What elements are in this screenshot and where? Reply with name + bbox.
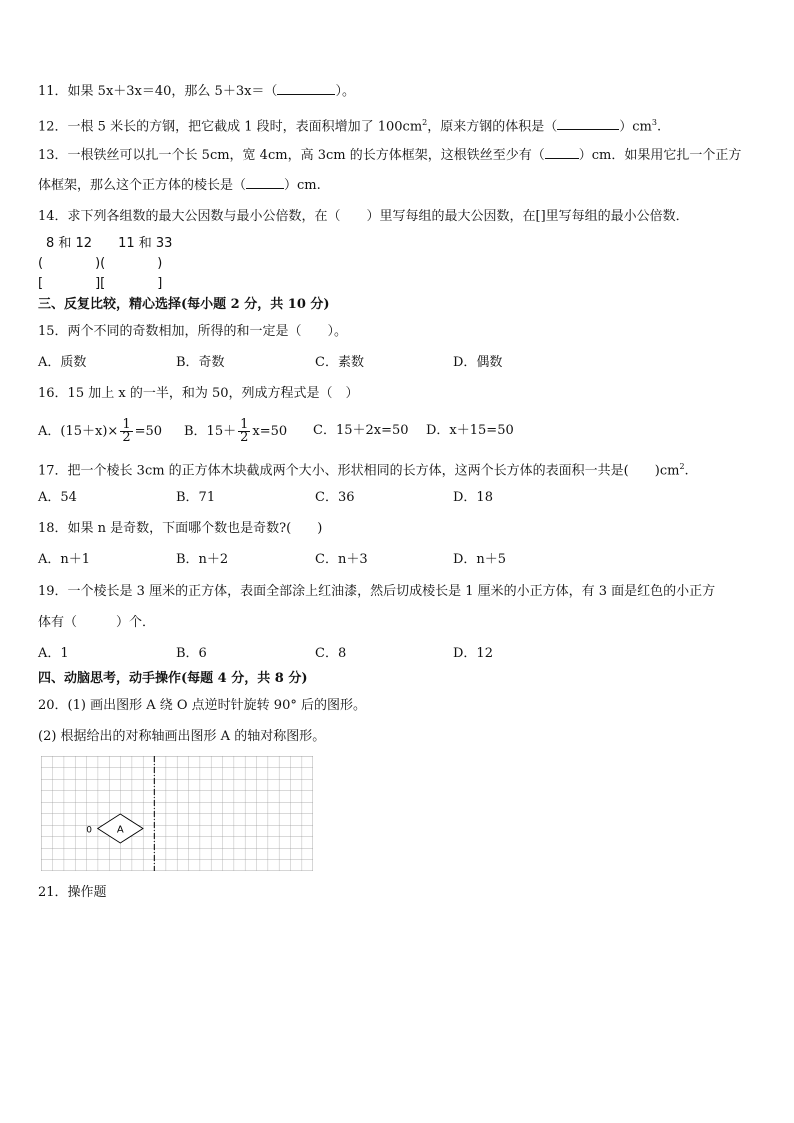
- point-o-label: 0: [86, 825, 92, 836]
- q12-end: .: [656, 119, 662, 135]
- q16-option-c[interactable]: C．15＋2x=50: [313, 423, 409, 438]
- q11-prefix: 11．如果 5x＋3x＝40，那么 5＋3x＝（: [38, 84, 278, 99]
- section-4-heading: 四、动脑思考，动手操作(每题 4 分，共 8 分): [38, 671, 308, 686]
- q18-option-b[interactable]: B．n＋2: [176, 552, 229, 567]
- fraction: [120, 419, 132, 444]
- section-3-heading: 三、反复比较，精心选择(每小题 2 分，共 10 分): [38, 297, 330, 312]
- question-19-line1: 19．一个棱长是 3 厘米的正方体，表面全部涂上红油漆，然后切成棱长是 1 厘米的小正方体，有 3 面是红色的小正方: [38, 584, 716, 599]
- q12-suffix: ）cm: [619, 119, 652, 135]
- grid-svg[interactable]: [41, 756, 313, 871]
- answer-blank[interactable]: [557, 117, 619, 130]
- q14-gcd-row[interactable]: ( )( ): [38, 256, 163, 271]
- question-13-line2: [38, 176, 321, 195]
- question-16: 16．15 加上 x 的一半，和为 50，列成方程式是（ ）: [38, 386, 359, 401]
- question-17: [38, 458, 689, 480]
- q17-option-a[interactable]: A．54: [38, 490, 77, 505]
- q17-end: .: [684, 463, 689, 479]
- question-14: 14．求下列各组数的最大公因数与最小公倍数，在（ ）里写每组的最大公因数，在[]里写每组的最小公倍数．: [38, 209, 689, 224]
- q11-suffix: ）。: [335, 84, 355, 99]
- q14-lcm-row[interactable]: [ ][ ]: [38, 276, 163, 291]
- fraction-denominator: 2: [240, 430, 249, 445]
- q15-option-c[interactable]: C．素数: [315, 355, 364, 370]
- answer-blank[interactable]: [277, 82, 335, 95]
- question-11: [38, 82, 355, 101]
- q18-option-d[interactable]: D．n＋5: [453, 552, 507, 567]
- q15-option-d[interactable]: D．偶数: [453, 355, 503, 370]
- q19-option-c[interactable]: C．8: [315, 646, 347, 661]
- q14-number-pairs: 8 和 12 11 和 33: [46, 236, 173, 251]
- q18-option-a[interactable]: A．n＋1: [38, 552, 91, 567]
- q12-prefix: 12．一根 5 米长的方钢，把它截成 1 段时，表面积增加了 100cm: [38, 119, 423, 135]
- q18-option-c[interactable]: C．n＋3: [315, 552, 368, 567]
- q13-line2-suffix: ）cm.: [284, 178, 321, 193]
- q12-mid: ，原来方钢的体积是（: [427, 119, 558, 135]
- q12-sup2: 3: [651, 118, 657, 127]
- question-21: 21．操作题: [38, 885, 107, 900]
- q16-option-a[interactable]: [38, 419, 162, 444]
- question-12: [38, 114, 661, 136]
- q16-a-prefix: A．(15＋x)×: [38, 424, 119, 439]
- q17-sup: 2: [679, 462, 685, 471]
- fraction-numerator: 1: [122, 417, 131, 432]
- q16-b-suffix: x=50: [252, 424, 288, 439]
- answer-blank[interactable]: [246, 176, 284, 189]
- grid-cells: [41, 756, 313, 871]
- question-20-part1: 20．(1) 画出图形 A 绕 O 点逆时针旋转 90° 后的图形。: [38, 698, 366, 713]
- q16-option-d[interactable]: D．x＋15=50: [426, 423, 514, 438]
- fraction-denominator: 2: [122, 430, 131, 445]
- q16-a-suffix: =50: [134, 424, 163, 439]
- q15-option-a[interactable]: A．质数: [38, 355, 87, 370]
- q17-option-b[interactable]: B．71: [176, 490, 216, 505]
- q19-option-d[interactable]: D．12: [453, 646, 493, 661]
- q17-option-d[interactable]: D．18: [453, 490, 493, 505]
- question-19-line2: 体有（ ）个．: [38, 615, 156, 630]
- q19-option-b[interactable]: B．6: [176, 646, 207, 661]
- q15-option-b[interactable]: B．奇数: [176, 355, 225, 370]
- fraction-numerator: 1: [240, 417, 249, 432]
- q19-option-a[interactable]: A．1: [38, 646, 69, 661]
- q17-option-c[interactable]: C．36: [315, 490, 355, 505]
- answer-blank[interactable]: [545, 146, 579, 159]
- fraction: [238, 419, 250, 444]
- question-20-part2: (2) 根据给出的对称轴画出图形 A 的轴对称图形。: [38, 729, 326, 744]
- q17-text: 17．把一个棱长 3cm 的正方体木块截成两个大小、形状相同的长方体，这两个长方体的表面积一共是( )cm: [38, 463, 680, 479]
- shape-a-label: A: [116, 824, 124, 836]
- q16-option-b[interactable]: [184, 419, 287, 444]
- question-18: 18．如果 n 是奇数，下面哪个数也是奇数?( ): [38, 521, 323, 536]
- question-15: 15．两个不同的奇数相加，所得的和一定是（ ）。: [38, 324, 348, 339]
- q13-line1-suffix: ）cm．如果用它扎一个正方: [578, 148, 742, 163]
- q13-line1-prefix: 13．一根铁丝可以扎一个长 5cm，宽 4cm，高 3cm 的长方体框架，这根铁丝至少有（: [38, 148, 545, 163]
- question-13-line1: [38, 146, 741, 165]
- q12-sup1: 2: [422, 118, 428, 127]
- q16-b-prefix: B．15＋: [184, 424, 237, 439]
- q13-line2-prefix: 体框架，那么这个正方体的棱长是（: [38, 178, 247, 193]
- drawing-grid[interactable]: [41, 756, 313, 871]
